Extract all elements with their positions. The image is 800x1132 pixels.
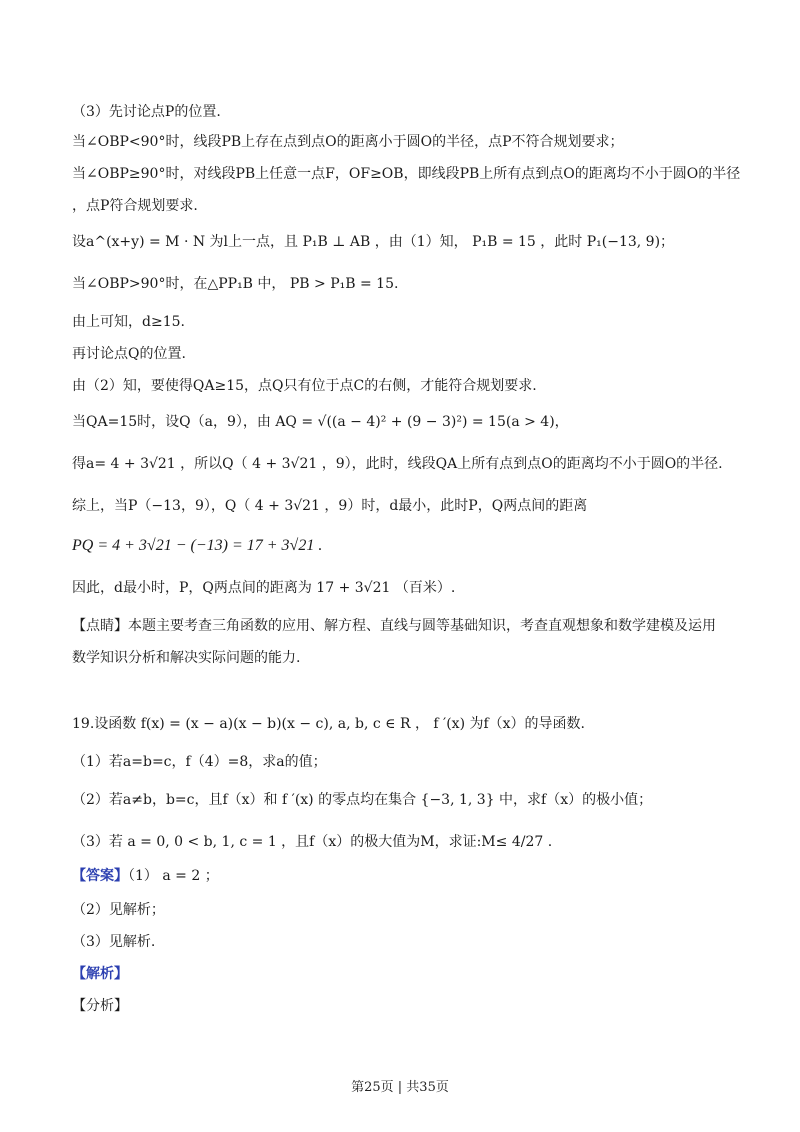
- problem-part-1: （1）若a=b=c，f（4）=8，求a的值；: [72, 754, 327, 770]
- answer-label: 【答案】: [72, 868, 128, 884]
- math-line: 得a= 4 + 3√21 ，所以Q（ 4 + 3√21 ，9），此时，线段QA上所有点到点O的距离均不小于圆O的半径.: [72, 456, 723, 472]
- answer-line: [72, 866, 219, 886]
- math-line: 当QA=15时，设Q（a，9），由 AQ = √((a − 4)² + (9 − 3)²) = 15(a > 4)，: [72, 414, 569, 430]
- text-line: 由（2）知，要使得QA≥15，点Q只有位于点C的右侧，才能符合规划要求.: [72, 378, 537, 394]
- page-footer: 第25页 | 共35页: [351, 1080, 449, 1095]
- math-line: 因此，d最小时，P，Q两点间的距离为 17 + 3√21 （百米）.: [72, 580, 456, 596]
- key-point-line: 【点睛】本题主要考查三角函数的应用、解方程、直线与圆等基础知识，考查直观想象和数学建模及运用: [72, 618, 716, 634]
- math-line: PQ = 4 + 3√21 − (−13) = 17 + 3√21 .: [72, 537, 323, 554]
- math-line: 设a^(x+y) = M · N 为l上一点，且 P₁B ⊥ AB ，由（1）知， P₁B = 15 ，此时 P₁(−13, 9)；: [72, 234, 675, 250]
- text-line: 当∠OBP≥90°时，对线段PB上任意一点F，OF≥OB，即线段PB上所有点到点O的距离均不小于圆O的半径: [72, 166, 741, 182]
- problem-part-3: （3）若 a = 0, 0 < b, 1, c = 1 ，且f（x）的极大值为M，求证:M≤ 4/27 .: [72, 834, 553, 850]
- text-line: （3）先讨论点P的位置.: [72, 104, 221, 120]
- answer-part-3: （3）见解析.: [72, 934, 156, 950]
- text-line: 再讨论点Q的位置.: [72, 346, 186, 362]
- key-point-line: 数学知识分析和解决实际问题的能力.: [72, 650, 301, 666]
- problem-part-2: （2）若a≠b，b=c，且f（x）和 f ′(x) 的零点均在集合 {−3, 1, 3} 中，求f（x）的极小值；: [72, 792, 653, 808]
- answer-part-1: （1） a = 2 ；: [128, 868, 219, 884]
- math-line: 综上，当P（−13，9），Q（ 4 + 3√21 ，9）时，d最小，此时P，Q两点间的距离: [72, 498, 588, 514]
- text-line: ，点P符合规划要求.: [72, 198, 198, 214]
- problem-19-statement: 19.设函数 f(x) = (x − a)(x − b)(x − c), a, b, c ∈ R ， f ′(x) 为f（x）的导函数.: [72, 716, 586, 732]
- text-line: 当∠OBP<90°时，线段PB上存在点到点O的距离小于圆O的半径，点P不符合规划要求；: [72, 134, 624, 150]
- analysis-label: 【解析】: [72, 966, 128, 982]
- text-line: 由上可知，d≥15.: [72, 314, 185, 330]
- answer-part-2: （2）见解析；: [72, 902, 165, 918]
- outline-label: 【分析】: [72, 998, 128, 1014]
- math-line: 当∠OBP>90°时，在△PP₁B 中， PB > P₁B = 15.: [72, 276, 399, 292]
